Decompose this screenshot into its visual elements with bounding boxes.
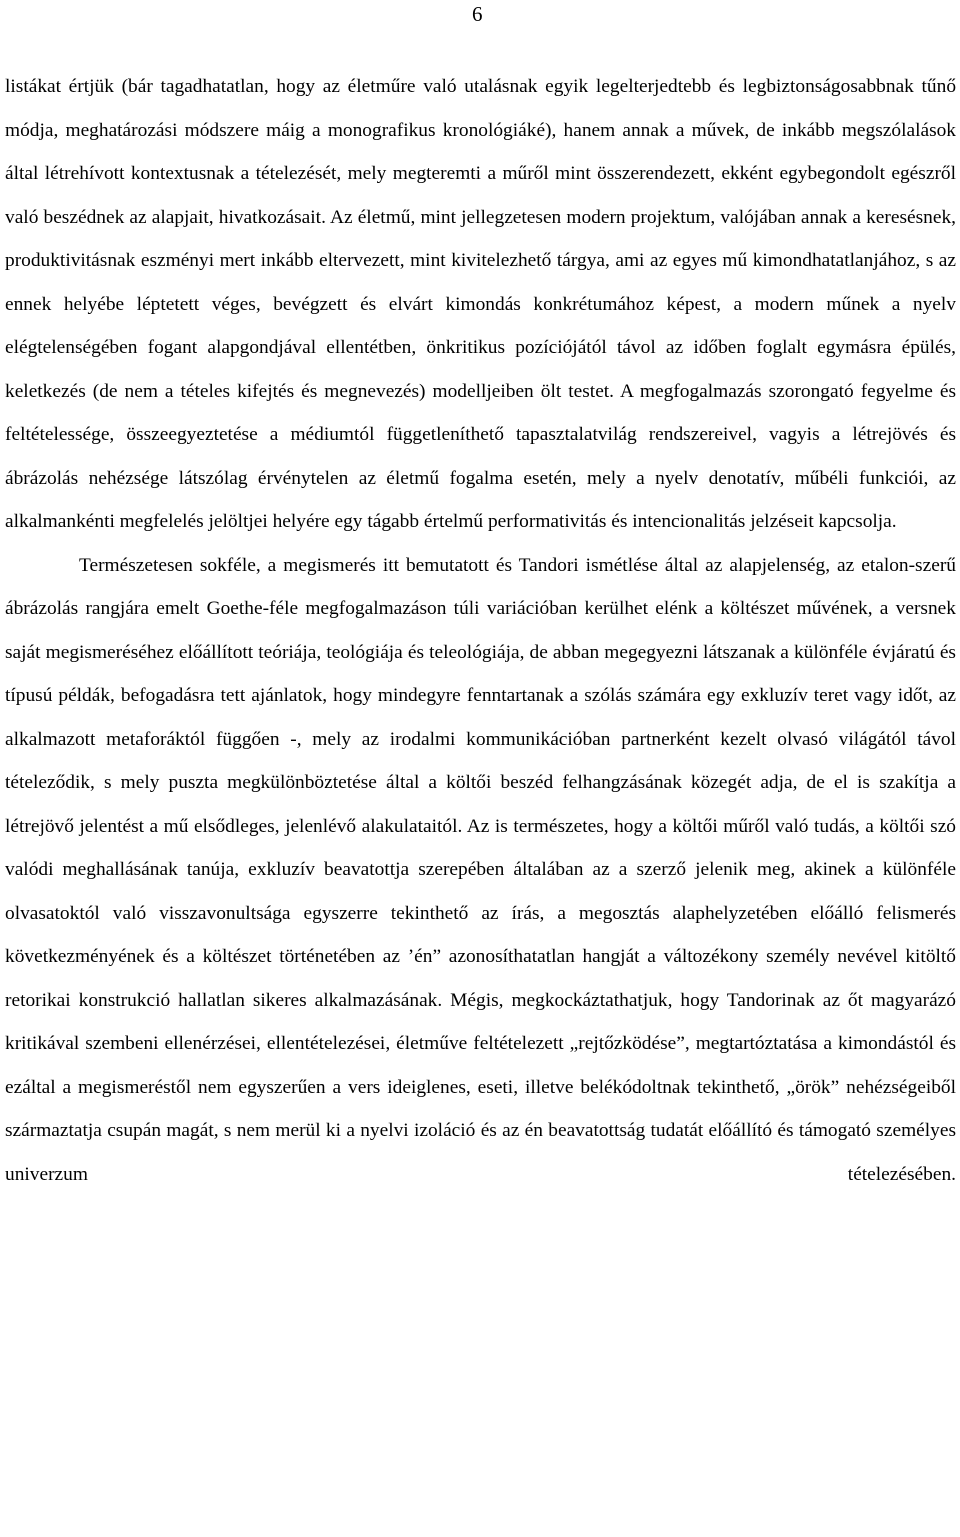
text-line: valójában annak a keresésnek, produktivitásnak eszményi mert inkább eltervezett, mint: [5, 206, 956, 271]
text-line: egyszerre tekinthető az írás, a megosztás alaphelyzetében előálló felismerés: [303, 902, 956, 924]
text-line: listákat értjük (bár tagadhatatlan, hogy az életműre való utalásnak egyik legelterjedtebb és: [5, 76, 735, 97]
text-line: létrejövő jelentést a mű elsődleges, jelenlévő alakulataitól. Az is természetes, hogy a költői: [5, 815, 718, 837]
page-number: 6: [472, 2, 483, 26]
text-line: legbiztonságosabbnak tűnő módja, meghatározási módszere máig a monografikus: [5, 76, 957, 141]
text-line: következményének és a költészet történetében az ’én” azonosíthatatlan hangját a változékony: [5, 946, 759, 967]
text-line: a tételezését, mely megteremti a műről mint összerendezett, ekként egybegondolt egészről: [240, 163, 956, 184]
text-line: látszólag érvénytelen az életmű fogalma esetén, mely a nyelv denotatív, műbéli funkciói, az: [178, 467, 956, 489]
text-line: személy nevével kitöltő retorikai konstrukció hallatlan sikeres alkalmazásának. Mégis,: [5, 946, 956, 1011]
text-line: foglalt egymásra épülés, keletkezés (de nem a tételes kifejtés és megnevezés) modelljeiben ölt: [5, 337, 956, 402]
text-line: alapjelenség, az etalon-szerű ábrázolás rangjára emelt Goethe-féle megfogalmazáson túli: [5, 554, 956, 619]
paragraph-1: [5, 65, 956, 544]
text-line: variációban kerülhet elénk a költészet művének, a versnek saját megismeréséhez előállított: [5, 598, 956, 663]
text-line: ezáltal a megismeréstől nem egyszerűen a vers ideiglenes, eseti, illetve belékódoltnak: [5, 1076, 691, 1098]
text-line: műről való tudás, a költői szó valódi meghallásának tanúja, exkluzív beavatottja szerepében: [5, 815, 956, 880]
text-line: megkockáztathatjuk, hogy Tandorinak az őt magyarázó kritikával szembeni ellenérzései,: [5, 989, 956, 1054]
text-line: típusú példák, befogadásra tett ajánlatok, hogy mindegyre fenntartanak a szólás számára egy: [5, 685, 736, 706]
text-line: kronológiáké), hanem annak a művek, de inkább megszólalások által létrehívott kontextusnak: [5, 119, 957, 184]
text-line: intencionalitás jelzéseit kapcsolja.: [632, 511, 897, 532]
text-line: ellentételezései, életműve feltételezett „rejtőzködése”, megtartóztatása a kimondástól és: [266, 1033, 957, 1054]
text-line: megkülönböztetése által a költői beszéd felhangzásának közegét adja, de el is szakítja a: [227, 772, 956, 793]
text-line: exkluzív teret vagy időt, az alkalmazott metaforáktól függően -, mely az irodalmi: [5, 685, 956, 750]
text-line: elégtelenségében fogant alapgondjával ellentétben, önkritikus pozíciójától távol az időben: [5, 337, 747, 358]
text-line: tekinthető, „örök” nehézségeiből származtatja csupán magát, s nem merül ki a nyelvi izoláció: [5, 1076, 956, 1141]
text-line: és az én beavatottság tudatát előállító és támogató személyes univerzum tételezésében.: [5, 1120, 956, 1185]
text-line: kivitelezhető tárgya, ami az egyes mű kimondhatatlanjához, s az ennek helyébe léptetett: [5, 250, 957, 315]
paragraph-2: [5, 544, 956, 1197]
text-line: általában az a szerző jelenik meg, akinek a különféle olvasatoktól való visszavonultsága: [5, 859, 956, 924]
text-line: kommunikációban partnerként kezelt olvasó világától távol tételeződik, s mely puszta: [5, 728, 956, 793]
text-line: alkalmankénti megfelelés jelöltjei helyére egy tágabb értelmű performativitás és: [5, 511, 628, 532]
text-line: függetleníthető tapasztalatvilág rendszereivel, vagyis a létrejövés és ábrázolás nehézsége: [5, 424, 956, 489]
text-line: teóriája, teológiája és teleológiája, de abban megegyezni látszanak a különféle évjáratú és: [258, 641, 956, 663]
body-text: [5, 65, 956, 1196]
text-line: testet. A megfogalmazás szorongató fegyelme és feltételessége, összeegyeztetése a médiumtól: [5, 380, 956, 445]
text-line: véges, bevégzett és elvárt kimondás konkrétumához képest, a modern műnek a nyelv: [211, 293, 956, 315]
text-line: Természetesen sokféle, a megismerés itt bemutatott és Tandori ismétlése által az: [79, 554, 723, 576]
text-line: való beszédnek az alapjait, hivatkozásait. Az életmű, mint jellegzetesen modern projektum,: [5, 206, 716, 228]
